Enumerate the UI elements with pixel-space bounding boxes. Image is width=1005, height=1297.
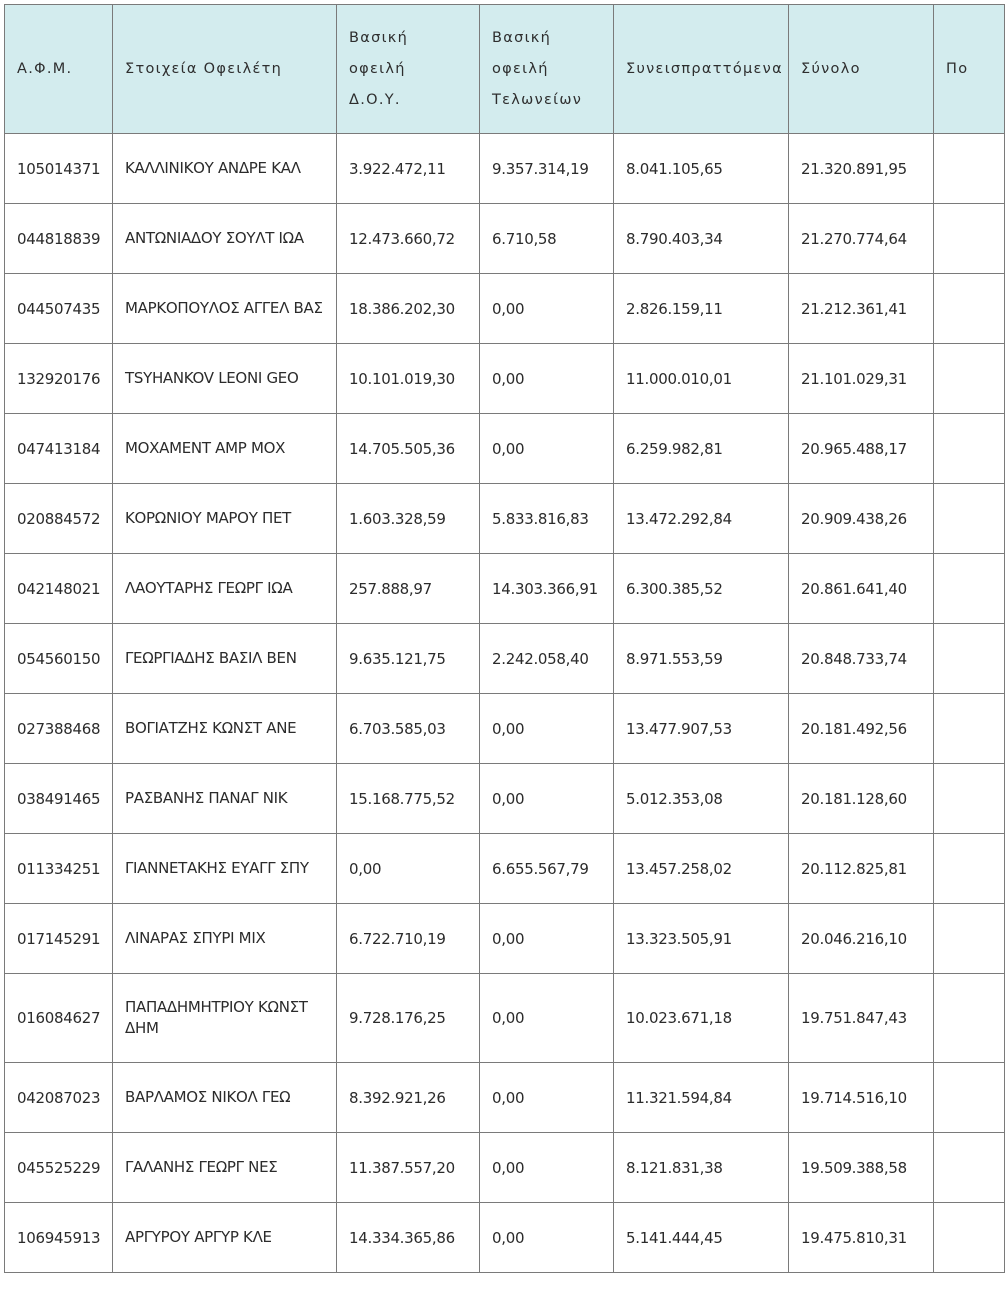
cell-debtor-name: ΛΙΝΑΡΑΣ ΣΠΥΡΙ ΜΙΧ: [113, 904, 337, 974]
cell-basic-debt-customs: 5.833.816,83: [480, 484, 614, 554]
cell-basic-debt-doy: 8.392.921,26: [337, 1063, 480, 1133]
table-row: [5, 344, 1005, 414]
table-row: [5, 1063, 1005, 1133]
cell-total: 19.509.388,58: [789, 1133, 934, 1203]
table-header: [5, 5, 1005, 134]
table-row: [5, 764, 1005, 834]
cell-debtor-name: ΡΑΣΒΑΝΗΣ ΠΑΝΑΓ ΝΙΚ: [113, 764, 337, 834]
header-customs-line-3: Τελωνείων: [492, 91, 583, 108]
cell-afm: 105014371: [5, 134, 113, 204]
cell-total: 21.320.891,95: [789, 134, 934, 204]
cell-afm: 044507435: [5, 274, 113, 344]
cell-basic-debt-customs: 6.710,58: [480, 204, 614, 274]
cell-total: 21.212.361,41: [789, 274, 934, 344]
table-row: [5, 1133, 1005, 1203]
cell-total: 19.751.847,43: [789, 974, 934, 1063]
cell-extra: [934, 1203, 1005, 1273]
table-row: [5, 484, 1005, 554]
cell-total: 20.181.492,56: [789, 694, 934, 764]
cell-extra: [934, 554, 1005, 624]
cell-total: 19.475.810,31: [789, 1203, 934, 1273]
cell-basic-debt-customs: 9.357.314,19: [480, 134, 614, 204]
cell-basic-debt-customs: 0,00: [480, 764, 614, 834]
cell-basic-debt-doy: 18.386.202,30: [337, 274, 480, 344]
cell-afm: 042087023: [5, 1063, 113, 1133]
cell-debtor-name: ΓΕΩΡΓΙΑΔΗΣ ΒΑΣΙΛ ΒΕΝ: [113, 624, 337, 694]
cell-debtor-name: ΠΑΠΑΔΗΜΗΤΡΙΟΥ ΚΩΝΣΤ ΔΗΜ: [113, 974, 337, 1063]
cell-debtor-name: ΓΙΑΝΝΕΤΑΚΗΣ ΕΥΑΓΓ ΣΠΥ: [113, 834, 337, 904]
header-customs-line-2: οφειλή: [492, 60, 549, 77]
cell-afm: 132920176: [5, 344, 113, 414]
cell-extra: [934, 974, 1005, 1063]
header-doy-line-3: Δ.Ο.Υ.: [349, 91, 401, 108]
debtors-table: [4, 4, 1005, 1273]
cell-basic-debt-customs: 0,00: [480, 694, 614, 764]
cell-extra: [934, 624, 1005, 694]
header-total: Σύνολο: [789, 5, 934, 134]
cell-basic-debt-doy: 9.635.121,75: [337, 624, 480, 694]
cell-basic-debt-customs: 0,00: [480, 414, 614, 484]
cell-extra: [934, 834, 1005, 904]
cell-debtor-name: ΑΡΓΥΡΟΥ ΑΡΓΥΡ ΚΛΕ: [113, 1203, 337, 1273]
cell-extra: [934, 274, 1005, 344]
cell-afm: 054560150: [5, 624, 113, 694]
table-row: [5, 624, 1005, 694]
cell-extra: [934, 484, 1005, 554]
cell-basic-debt-doy: 14.705.505,36: [337, 414, 480, 484]
cell-total: 20.848.733,74: [789, 624, 934, 694]
table-row: [5, 974, 1005, 1063]
cell-co-collected: 6.300.385,52: [614, 554, 789, 624]
cell-total: 21.270.774,64: [789, 204, 934, 274]
cell-basic-debt-doy: 1.603.328,59: [337, 484, 480, 554]
cell-debtor-name: ΚΑΛΛΙΝΙΚΟΥ ΑΝΔΡΕ ΚΑΛ: [113, 134, 337, 204]
cell-co-collected: 10.023.671,18: [614, 974, 789, 1063]
cell-co-collected: 13.323.505,91: [614, 904, 789, 974]
table-row: [5, 134, 1005, 204]
cell-debtor-name: ΓΑΛΑΝΗΣ ΓΕΩΡΓ ΝΕΣ: [113, 1133, 337, 1203]
table-row: [5, 414, 1005, 484]
header-afm: Α.Φ.Μ.: [5, 5, 113, 134]
cell-basic-debt-customs: 0,00: [480, 274, 614, 344]
cell-co-collected: 13.472.292,84: [614, 484, 789, 554]
cell-extra: [934, 414, 1005, 484]
cell-afm: 038491465: [5, 764, 113, 834]
cell-total: 20.909.438,26: [789, 484, 934, 554]
cell-afm: 011334251: [5, 834, 113, 904]
cell-co-collected: 11.000.010,01: [614, 344, 789, 414]
cell-co-collected: 6.259.982,81: [614, 414, 789, 484]
cell-afm: 106945913: [5, 1203, 113, 1273]
cell-debtor-name: ΒΑΡΛΑΜΟΣ ΝΙΚΟΛ ΓΕΩ: [113, 1063, 337, 1133]
cell-extra: [934, 204, 1005, 274]
cell-co-collected: 8.790.403,34: [614, 204, 789, 274]
cell-total: 20.965.488,17: [789, 414, 934, 484]
header-doy-line-1: Βασική: [349, 29, 409, 46]
cell-afm: 044818839: [5, 204, 113, 274]
cell-afm: 045525229: [5, 1133, 113, 1203]
header-customs-line-1: Βασική: [492, 29, 552, 46]
cell-co-collected: 8.971.553,59: [614, 624, 789, 694]
cell-debtor-name: TSYHANKOV LEONI GEO: [113, 344, 337, 414]
header-co-collected: Συνεισπραττόμενα: [614, 5, 789, 134]
cell-co-collected: 8.121.831,38: [614, 1133, 789, 1203]
table-body: [5, 134, 1005, 1273]
cell-co-collected: 8.041.105,65: [614, 134, 789, 204]
header-extra-truncated: Πο: [934, 5, 1005, 134]
cell-total: 19.714.516,10: [789, 1063, 934, 1133]
table-row: [5, 694, 1005, 764]
cell-basic-debt-doy: 6.722.710,19: [337, 904, 480, 974]
cell-basic-debt-doy: 12.473.660,72: [337, 204, 480, 274]
table-row: [5, 834, 1005, 904]
cell-extra: [934, 134, 1005, 204]
cell-basic-debt-customs: 0,00: [480, 904, 614, 974]
cell-basic-debt-doy: 6.703.585,03: [337, 694, 480, 764]
cell-co-collected: 5.012.353,08: [614, 764, 789, 834]
cell-debtor-name: ΜΟΧΑΜΕΝΤ ΑΜΡ ΜΟΧ: [113, 414, 337, 484]
cell-afm: 020884572: [5, 484, 113, 554]
cell-basic-debt-doy: 15.168.775,52: [337, 764, 480, 834]
cell-debtor-name: ΚΟΡΩΝΙΟΥ ΜΑΡΟΥ ΠΕΤ: [113, 484, 337, 554]
cell-afm: 042148021: [5, 554, 113, 624]
cell-basic-debt-customs: 0,00: [480, 1203, 614, 1273]
cell-total: 20.861.641,40: [789, 554, 934, 624]
cell-debtor-name: ΒΟΓΙΑΤΖΗΣ ΚΩΝΣΤ ΑΝΕ: [113, 694, 337, 764]
table-row: [5, 204, 1005, 274]
cell-co-collected: 5.141.444,45: [614, 1203, 789, 1273]
cell-basic-debt-customs: 0,00: [480, 1063, 614, 1133]
cell-debtor-name: ΜΑΡΚΟΠΟΥΛΟΣ ΑΓΓΕΛ ΒΑΣ: [113, 274, 337, 344]
cell-total: 20.046.216,10: [789, 904, 934, 974]
cell-afm: 027388468: [5, 694, 113, 764]
cell-basic-debt-customs: 6.655.567,79: [480, 834, 614, 904]
cell-co-collected: 2.826.159,11: [614, 274, 789, 344]
table-row: [5, 274, 1005, 344]
cell-basic-debt-doy: 257.888,97: [337, 554, 480, 624]
cell-co-collected: 13.477.907,53: [614, 694, 789, 764]
cell-basic-debt-doy: 11.387.557,20: [337, 1133, 480, 1203]
cell-co-collected: 11.321.594,84: [614, 1063, 789, 1133]
cell-afm: 016084627: [5, 974, 113, 1063]
cell-afm: 017145291: [5, 904, 113, 974]
table-row: [5, 554, 1005, 624]
table-row: [5, 1203, 1005, 1273]
header-basic-debt-doy: [337, 5, 480, 134]
cell-extra: [934, 344, 1005, 414]
cell-basic-debt-customs: 0,00: [480, 1133, 614, 1203]
cell-extra: [934, 904, 1005, 974]
cell-extra: [934, 1133, 1005, 1203]
cell-afm: 047413184: [5, 414, 113, 484]
cell-debtor-name: ΑΝΤΩΝΙΑΔΟΥ ΣΟΥΛΤ ΙΩΑ: [113, 204, 337, 274]
cell-basic-debt-customs: 14.303.366,91: [480, 554, 614, 624]
cell-extra: [934, 694, 1005, 764]
cell-basic-debt-customs: 0,00: [480, 974, 614, 1063]
cell-co-collected: 13.457.258,02: [614, 834, 789, 904]
cell-basic-debt-doy: 9.728.176,25: [337, 974, 480, 1063]
cell-basic-debt-doy: 10.101.019,30: [337, 344, 480, 414]
table-row: [5, 904, 1005, 974]
cell-basic-debt-doy: 14.334.365,86: [337, 1203, 480, 1273]
cell-total: 20.112.825,81: [789, 834, 934, 904]
header-debtor-details: Στοιχεία Οφειλέτη: [113, 5, 337, 134]
cell-basic-debt-doy: 0,00: [337, 834, 480, 904]
cell-total: 20.181.128,60: [789, 764, 934, 834]
debtors-table-container: [4, 4, 1004, 1273]
cell-basic-debt-doy: 3.922.472,11: [337, 134, 480, 204]
cell-extra: [934, 764, 1005, 834]
cell-extra: [934, 1063, 1005, 1133]
cell-basic-debt-customs: 0,00: [480, 344, 614, 414]
header-basic-debt-customs: [480, 5, 614, 134]
header-doy-line-2: οφειλή: [349, 60, 406, 77]
cell-debtor-name: ΛΑΟΥΤΑΡΗΣ ΓΕΩΡΓ ΙΩΑ: [113, 554, 337, 624]
header-row: [5, 5, 1005, 134]
cell-basic-debt-customs: 2.242.058,40: [480, 624, 614, 694]
cell-total: 21.101.029,31: [789, 344, 934, 414]
